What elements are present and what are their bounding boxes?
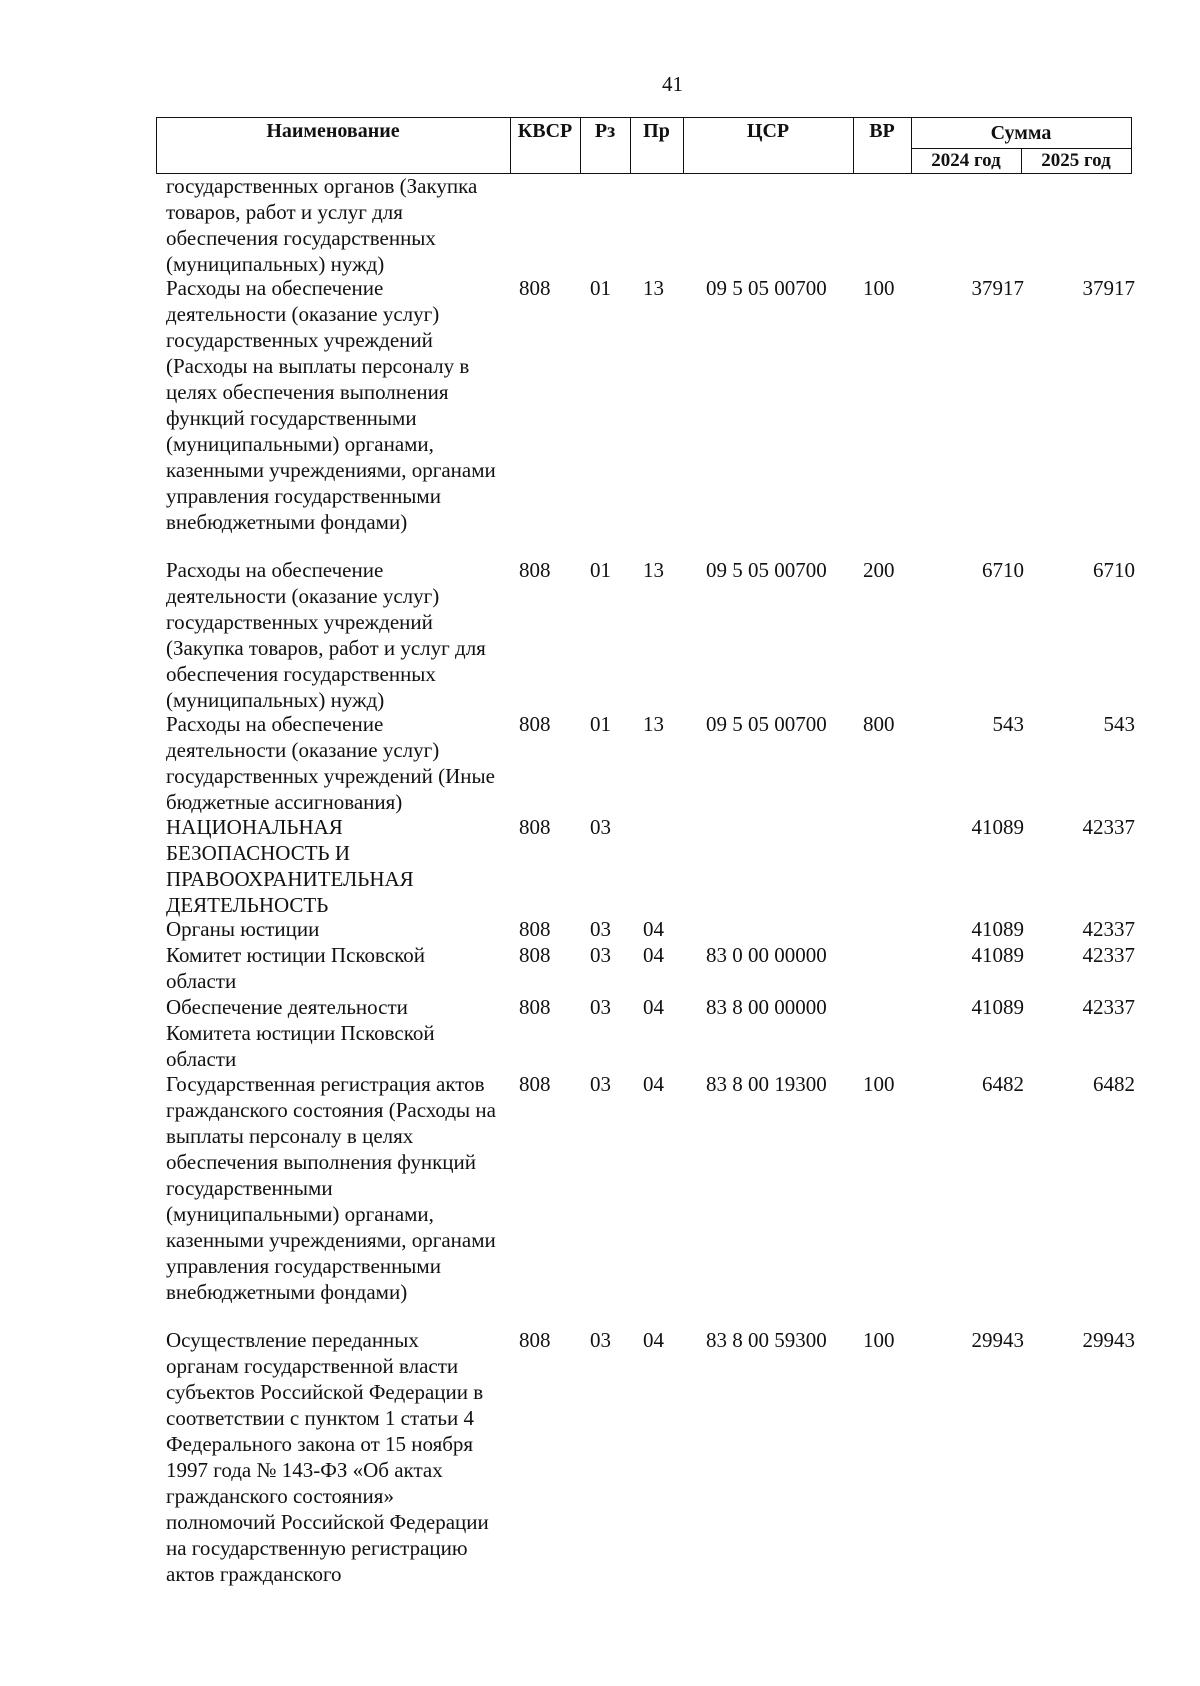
- row-pr: 04: [643, 995, 664, 1019]
- row-rz: 03: [590, 1072, 611, 1096]
- header-col-divider: [1131, 117, 1132, 174]
- row-name: Государственная регистрация актов гражданского состояния (Расходы на выплаты персоналу в целях обеспечения выполнения функций государственными (муниципальными) органами, казенными учреждениями, органами управления государственными внебюджетными фондами): [166, 1072, 496, 1304]
- page-number: 41: [662, 72, 683, 96]
- row-kvsr: 808: [519, 917, 551, 941]
- row-kvsr: 808: [519, 1328, 551, 1352]
- row-vr: 200: [863, 558, 895, 582]
- row-csr: 83 8 00 19300: [706, 1072, 827, 1096]
- row-pr: 13: [643, 712, 664, 736]
- row-rz: 01: [590, 712, 611, 736]
- row-csr: 83 0 00 00000: [706, 943, 827, 967]
- row-sum-2025: 543: [1103, 712, 1135, 736]
- row-name: НАЦИОНАЛЬНАЯ БЕЗОПАСНОСТЬ И ПРАВООХРАНИТЕЛЬНАЯ ДЕЯТЕЛЬНОСТЬ: [166, 815, 414, 917]
- row-pr: 04: [643, 943, 664, 967]
- row-vr: 100: [863, 1072, 895, 1096]
- row-pr: 04: [643, 1328, 664, 1352]
- header-name: Наименование: [266, 120, 400, 142]
- row-sum-2024: 543: [992, 712, 1024, 736]
- row-csr: 09 5 05 00700: [706, 558, 827, 582]
- row-rz: 01: [590, 558, 611, 582]
- row-name: Осуществление переданных органам государственной власти субъектов Российской Федерации в соответствии с пунктом 1 статьи 4 Федерального закона от 15 ноября 1997 года № 143-ФЗ «Об актах гражданского состояния» полномочий Российской Федерации на государственную регистрацию актов гражданского: [166, 1328, 489, 1586]
- row-pr: 13: [643, 276, 664, 300]
- row-sum-2024: 37917: [971, 276, 1024, 300]
- row-sum-2025: 29943: [1082, 1328, 1135, 1352]
- header-top-border: [156, 117, 1132, 118]
- row-sum-2024: 41089: [971, 815, 1024, 839]
- row-name: Расходы на обеспечение деятельности (оказание услуг) государственных учреждений (Закупка товаров, работ и услуг для обеспечения государственных (муниципальных) нужд): [166, 558, 486, 712]
- row-rz: 03: [590, 815, 611, 839]
- header-vr: ВР: [869, 120, 895, 142]
- row-csr: 83 8 00 00000: [706, 995, 827, 1019]
- row-sum-2024: 29943: [971, 1328, 1024, 1352]
- row-kvsr: 808: [519, 712, 551, 736]
- row-sum-2025: 42337: [1082, 995, 1135, 1019]
- row-sum-2024: 41089: [971, 995, 1024, 1019]
- row-kvsr: 808: [519, 1072, 551, 1096]
- row-sum-2024: 6710: [982, 558, 1024, 582]
- row-sum-2025: 42337: [1082, 815, 1135, 839]
- header-sum: Сумма: [990, 122, 1052, 144]
- row-csr: 09 5 05 00700: [706, 712, 827, 736]
- row-rz: 03: [590, 1328, 611, 1352]
- row-rz: 01: [590, 276, 611, 300]
- row-pr: 04: [643, 1072, 664, 1096]
- row-sum-2025: 37917: [1082, 276, 1135, 300]
- row-kvsr: 808: [519, 276, 551, 300]
- row-vr: 800: [863, 712, 895, 736]
- row-sum-2025: 6710: [1093, 558, 1135, 582]
- header-year-2024: 2024 год: [931, 150, 1001, 171]
- row-name: государственных органов (Закупка товаров, работ и услуг для обеспечения государственных (муниципальных) нужд): [166, 174, 478, 276]
- header-kvsr: КВСР: [517, 120, 573, 142]
- row-rz: 03: [590, 943, 611, 967]
- row-kvsr: 808: [519, 995, 551, 1019]
- row-name: Обеспечение деятельности Комитета юстиции Псковской области: [166, 995, 435, 1071]
- header-csr: ЦСР: [746, 120, 790, 142]
- row-name: Расходы на обеспечение деятельности (оказание услуг) государственных учреждений (Иные бюджетные ассигнования): [166, 712, 495, 814]
- row-rz: 03: [590, 995, 611, 1019]
- row-name: Комитет юстиции Псковской области: [166, 943, 426, 993]
- row-sum-2025: 42337: [1082, 943, 1135, 967]
- row-pr: 13: [643, 558, 664, 582]
- row-kvsr: 808: [519, 815, 551, 839]
- row-sum-2025: 42337: [1082, 917, 1135, 941]
- row-csr: 09 5 05 00700: [706, 276, 827, 300]
- row-sum-2024: 41089: [971, 943, 1024, 967]
- row-kvsr: 808: [519, 558, 551, 582]
- row-pr: 04: [643, 917, 664, 941]
- row-vr: 100: [863, 1328, 895, 1352]
- row-rz: 03: [590, 917, 611, 941]
- row-vr: 100: [863, 276, 895, 300]
- row-csr: 83 8 00 59300: [706, 1328, 827, 1352]
- row-kvsr: 808: [519, 943, 551, 967]
- header-year-2025: 2025 год: [1041, 150, 1111, 171]
- header-pr: Пр: [643, 120, 670, 142]
- row-sum-2024: 6482: [982, 1072, 1024, 1096]
- row-sum-2024: 41089: [971, 917, 1024, 941]
- row-name: Органы юстиции: [166, 917, 320, 941]
- header-rz: Рз: [594, 120, 616, 142]
- row-sum-2025: 6482: [1093, 1072, 1135, 1096]
- row-name: Расходы на обеспечение деятельности (оказание услуг) государственных учреждений (Расходы на выплаты персоналу в целях обеспечения выполнения функций государственными (муниципальными) органами, казенными учреждениями, органами управления государственными внебюджетными фондами): [166, 276, 496, 534]
